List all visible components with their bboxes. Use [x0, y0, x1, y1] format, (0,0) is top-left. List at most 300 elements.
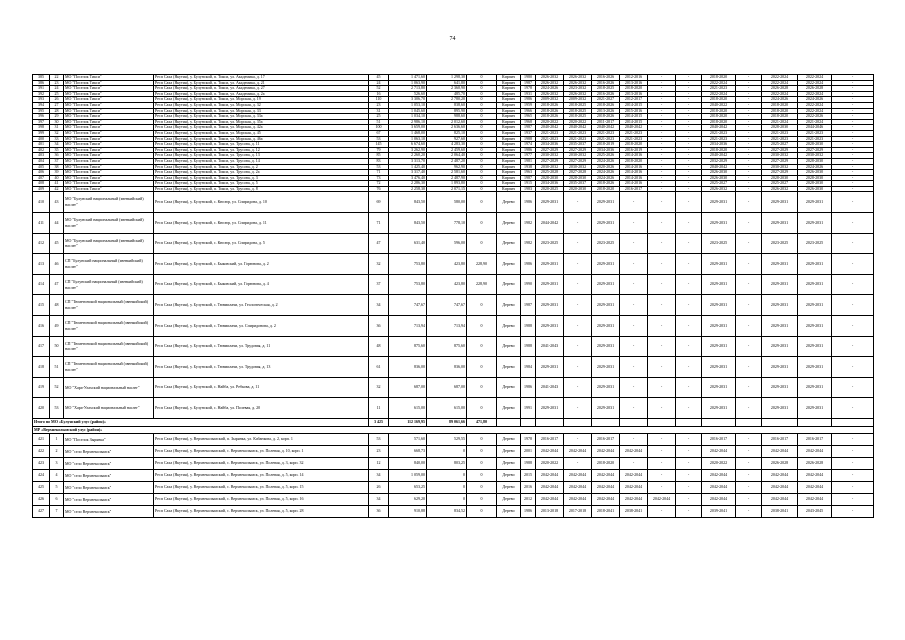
term-4-cell: 2018-2020: [620, 86, 648, 92]
term-7-cell: 2018-2020: [702, 97, 736, 103]
term-4-cell: 2013-2016: [620, 91, 648, 97]
nonliving-area-cell: 0: [467, 108, 497, 114]
term-5-cell: -: [648, 136, 676, 142]
term-5-cell: -: [648, 377, 676, 398]
term-9-cell: 2021-2024: [762, 119, 798, 125]
apartments-cell: 145: [369, 142, 389, 148]
term-6-cell: -: [676, 470, 702, 482]
term-2-cell: -: [564, 213, 592, 234]
wall-material-cell: Дерево: [497, 213, 521, 234]
term-7-cell: 2016-2017: [702, 434, 736, 446]
term-2-cell: 2028-2030: [564, 175, 592, 181]
term-6-cell: -: [676, 482, 702, 494]
row-number-cell: 423: [33, 458, 50, 470]
term-11-cell: -: [832, 482, 874, 494]
row-number-cell: 426: [33, 494, 50, 506]
term-9-cell: 2029-2031: [762, 254, 798, 275]
term-3-cell: 2020-2026: [592, 164, 620, 170]
total-area-cell: 836,00: [389, 357, 427, 378]
local-number-cell: 7: [50, 506, 64, 518]
living-area-cell: 1 298,30: [427, 75, 467, 81]
year-built-cell: 1986: [521, 97, 536, 103]
total-apartments: 3 425: [369, 419, 389, 427]
term-2-cell: 2030-2032: [564, 153, 592, 159]
table-row: [33, 434, 874, 446]
row-number-cell: 413: [33, 254, 50, 275]
nonliving-area-cell: 0: [467, 377, 497, 398]
term-11-cell: -: [832, 434, 874, 446]
municipality-cell: МО "Поселок Тикси": [64, 102, 154, 108]
term-4-cell: -: [620, 398, 648, 419]
term-2-cell: 2018-2025: [564, 108, 592, 114]
term-7-cell: 2042-2044: [702, 482, 736, 494]
term-6-cell: -: [676, 336, 702, 357]
term-9-cell: 2026-2032: [762, 186, 798, 192]
term-2-cell: 2018-2025: [564, 102, 592, 108]
total-area-cell: 840,00: [389, 458, 427, 470]
local-number-cell: 44: [50, 213, 64, 234]
total-area-cell: 910,88: [389, 506, 427, 518]
total-area-cell: 1 468,00: [389, 130, 427, 136]
term-2-cell: 2030-2032: [564, 164, 592, 170]
year-built-cell: 1965: [521, 114, 536, 120]
term-7-cell: 2029-2031: [702, 316, 736, 337]
term-7-cell: 2026-2032: [702, 186, 736, 192]
term-6-cell: -: [676, 357, 702, 378]
living-area-cell: 423,80: [427, 274, 467, 295]
term-9-cell: 2029-2031: [762, 295, 798, 316]
term-6-cell: -: [676, 295, 702, 316]
term-11-cell: -: [832, 119, 874, 125]
year-built-cell: 1959: [521, 102, 536, 108]
term-11-cell: -: [832, 295, 874, 316]
term-9-cell: 2026-2028: [762, 86, 798, 92]
term-1-cell: 2040-2042: [536, 125, 564, 131]
municipality-cell: МО "Поселок Тикси": [64, 91, 154, 97]
term-7-cell: 2029-2031: [702, 377, 736, 398]
local-number-cell: 49: [50, 316, 64, 337]
municipality-cell: МО "Поселок Тикси": [64, 125, 154, 131]
term-9-cell: 2018-2020: [762, 102, 798, 108]
term-8-cell: -: [736, 102, 762, 108]
term-8-cell: -: [736, 147, 762, 153]
term-10-cell: 2022-2024: [798, 91, 832, 97]
term-6-cell: -: [676, 164, 702, 170]
row-number-cell: 393: [33, 97, 50, 103]
local-number-cell: 52: [50, 377, 64, 398]
living-area-cell: 0: [427, 470, 467, 482]
term-2-cell: 2027-2028: [564, 170, 592, 176]
term-2-cell: -: [564, 434, 592, 446]
address-cell: Респ Саха (Якутия), у. Булунский, п. Тикси, ул. Трусова, д. 14: [154, 158, 369, 164]
term-9-cell: 2042-2044: [762, 470, 798, 482]
row-number-cell: 397: [33, 119, 50, 125]
term-10-cell: 2029-2031: [798, 295, 832, 316]
term-3-cell: 2018-2025: [592, 86, 620, 92]
living-area-cell: 687,00: [427, 377, 467, 398]
address-cell: Респ Саха (Якутия), у. Булунский, с. Кюсюр, ул. Спиридона, д. 10: [154, 192, 369, 213]
row-number-cell: 392: [33, 91, 50, 97]
term-9-cell: 2025-2027: [762, 142, 798, 148]
row-number-cell: 420: [33, 398, 50, 419]
wall-material-cell: Кирпич: [497, 91, 521, 97]
term-11-cell: -: [832, 86, 874, 92]
wall-material-cell: Кирпич: [497, 170, 521, 176]
municipality-cell: МО "село Верхнеколымск": [64, 458, 154, 470]
term-2-cell: 2021-2023: [564, 136, 592, 142]
apartments-cell: 100: [369, 125, 389, 131]
term-1-cell: 2020-2025: [536, 186, 564, 192]
address-cell: Респ Саха (Якутия), у. Булунский, п. Тикси, ул. Трусова, д. 3: [154, 175, 369, 181]
term-5-cell: -: [648, 142, 676, 148]
term-5-cell: -: [648, 181, 676, 187]
apartments-cell: 52: [369, 86, 389, 92]
total-area-cell: 1 045,60: [389, 108, 427, 114]
term-4-cell: -: [620, 254, 648, 275]
term-10-cell: 2022-2026: [798, 114, 832, 120]
apartments-cell: 71: [369, 170, 389, 176]
total-area-cell: 653,25: [389, 482, 427, 494]
term-3-cell: 2034-2036: [592, 147, 620, 153]
local-number-cell: 2: [50, 446, 64, 458]
wall-material-cell: Кирпич: [497, 108, 521, 114]
term-6-cell: -: [676, 398, 702, 419]
living-area-cell: 778,10: [427, 213, 467, 234]
nonliving-area-cell: 0: [467, 181, 497, 187]
term-8-cell: -: [736, 357, 762, 378]
address-cell: Респ Саха (Якутия), у. Верхнеколымский, с. Верхнеколымск, ул. Полевая, д. 5, корп. 16: [154, 494, 369, 506]
address-cell: Респ Саха (Якутия), у. Булунский, п. Тикси, ул. Трусова, д. 11: [154, 142, 369, 148]
apartments-cell: 34: [369, 295, 389, 316]
term-9-cell: 2021-2023: [762, 130, 798, 136]
year-built-cell: 1982: [521, 233, 536, 254]
apartments-cell: 61: [369, 357, 389, 378]
term-5-cell: -: [648, 274, 676, 295]
term-2-cell: 2026-2032: [564, 91, 592, 97]
municipality-cell: СП "Тюметинский национальный (эвенкийский) наслег": [64, 357, 154, 378]
term-7-cell: 2029-2031: [702, 357, 736, 378]
term-6-cell: -: [676, 213, 702, 234]
term-10-cell: 2026-2030: [798, 186, 832, 192]
row-number-cell: 409: [33, 186, 50, 192]
term-10-cell: 2029-2031: [798, 213, 832, 234]
term-3-cell: 2042-2044: [592, 446, 620, 458]
term-3-cell: 2018-2026: [592, 102, 620, 108]
living-area-cell: 838,60: [427, 102, 467, 108]
local-number-cell: 35: [50, 147, 64, 153]
term-7-cell: 2029-2031: [702, 295, 736, 316]
living-area-cell: 2 581,60: [427, 170, 467, 176]
row-number-cell: 385: [33, 75, 50, 81]
row-number-cell: 404: [33, 158, 50, 164]
term-4-cell: 2014-2016: [620, 175, 648, 181]
local-number-cell: 33: [50, 136, 64, 142]
nonliving-area-cell: 0: [467, 186, 497, 192]
municipality-cell: МО "Поселок Тикси": [64, 153, 154, 159]
living-area-cell: 4 283,30: [427, 142, 467, 148]
municipality-cell: МО "село Верхнеколымск": [64, 494, 154, 506]
term-10-cell: 2043-2045: [798, 506, 832, 518]
apartments-cell: 24: [369, 80, 389, 86]
living-area-cell: 2 487,90: [427, 175, 467, 181]
total-nonliving-area: 471,80: [467, 419, 497, 427]
term-7-cell: 2029-2031: [702, 192, 736, 213]
term-10-cell: 2029-2031: [798, 336, 832, 357]
local-number-cell: 50: [50, 336, 64, 357]
apartments-cell: 23: [369, 102, 389, 108]
municipality-cell: МО "село Верхнеколымск": [64, 470, 154, 482]
term-4-cell: -: [620, 434, 648, 446]
term-3-cell: 2018-2020: [592, 458, 620, 470]
term-4-cell: 2016-2019: [620, 147, 648, 153]
term-1-cell: 2009-2032: [536, 97, 564, 103]
term-7-cell: 2029-2031: [702, 398, 736, 419]
row-number-cell: 396: [33, 114, 50, 120]
term-6-cell: -: [676, 86, 702, 92]
year-built-cell: 2001: [521, 446, 536, 458]
nonliving-area-cell: 0: [467, 75, 497, 81]
term-10-cell: 2022-2024: [798, 102, 832, 108]
nonliving-area-cell: 0: [467, 164, 497, 170]
row-number-cell: 398: [33, 125, 50, 131]
term-1-cell: 2034-2036: [536, 181, 564, 187]
term-3-cell: 2018-2026: [592, 114, 620, 120]
total-area-cell: 668,73: [389, 446, 427, 458]
total-area-cell: 3 317,40: [389, 170, 427, 176]
term-3-cell: 2024-2026: [592, 158, 620, 164]
term-6-cell: -: [676, 254, 702, 275]
rows-short-group: [33, 75, 874, 192]
term-6-cell: -: [676, 506, 702, 518]
term-11-cell: -: [832, 213, 874, 234]
apartments-cell: 25: [369, 114, 389, 120]
address-cell: Респ Саха (Якутия), у. Булунский, п. Тикси, ул. Морская, д. 46а: [154, 136, 369, 142]
term-1-cell: 2041-2043: [536, 336, 564, 357]
address-cell: Респ Саха (Якутия), у. Булунский, с. Тювмилачи, ул. Трудовая, д. 13: [154, 357, 369, 378]
term-8-cell: -: [736, 186, 762, 192]
term-3-cell: 2029-2031: [592, 316, 620, 337]
term-7-cell: 2025-2027: [702, 181, 736, 187]
term-1-cell: 2025-2028: [536, 170, 564, 176]
term-5-cell: -: [648, 86, 676, 92]
local-number-cell: 47: [50, 274, 64, 295]
term-3-cell: 2040-2042: [592, 125, 620, 131]
nonliving-area-cell: 0: [467, 97, 497, 103]
term-8-cell: -: [736, 97, 762, 103]
term-6-cell: -: [676, 102, 702, 108]
total-label: Итого по МО «Булунский улус (район)»: [33, 419, 369, 427]
row-number-cell: 417: [33, 336, 50, 357]
table-row: [33, 75, 874, 81]
term-5-cell: -: [648, 458, 676, 470]
term-10-cell: 2042-2044: [798, 470, 832, 482]
wall-material-cell: Кирпич: [497, 158, 521, 164]
term-11-cell: -: [832, 80, 874, 86]
table-row: [33, 377, 874, 398]
living-area-cell: 580,00: [427, 192, 467, 213]
term-9-cell: 2018-2020: [762, 114, 798, 120]
living-area-cell: 615,00: [427, 398, 467, 419]
nonliving-area-cell: 0: [467, 136, 497, 142]
local-number-cell: 43: [50, 192, 64, 213]
term-10-cell: 2022-2024: [798, 75, 832, 81]
term-4-cell: 2014-2015: [620, 119, 648, 125]
term-5-cell: -: [648, 114, 676, 120]
term-2-cell: -: [564, 458, 592, 470]
term-7-cell: 2026-2030: [702, 170, 736, 176]
term-11-cell: -: [832, 130, 874, 136]
total-area-cell: 1 034,10: [389, 114, 427, 120]
year-built-cell: 1984: [521, 357, 536, 378]
term-8-cell: -: [736, 181, 762, 187]
term-1-cell: 2021-2023: [536, 130, 564, 136]
term-2-cell: 2020-2030: [564, 186, 592, 192]
term-4-cell: 2018-2020: [620, 142, 648, 148]
term-6-cell: -: [676, 192, 702, 213]
municipality-cell: МО "Поселок Тикси": [64, 97, 154, 103]
living-area-cell: 836,00: [427, 357, 467, 378]
term-11-cell: -: [832, 75, 874, 81]
term-1-cell: 2030-2032: [536, 153, 564, 159]
wall-material-cell: Кирпич: [497, 181, 521, 187]
term-11-cell: -: [832, 147, 874, 153]
row-number-cell: 405: [33, 164, 50, 170]
term-1-cell: 2029-2031: [536, 357, 564, 378]
municipality-cell: СП "Тюметинский национальный (эвенкийский) наслег": [64, 316, 154, 337]
term-1-cell: 2021-2023: [536, 136, 564, 142]
term-1-cell: 2029-2031: [536, 192, 564, 213]
total-area-cell: 1 063,90: [389, 80, 427, 86]
term-8-cell: -: [736, 142, 762, 148]
address-cell: Респ Саха (Якутия), у. Булунский, п. Тикси, ул. Морская, д. 33: [154, 108, 369, 114]
year-built-cell: 1982: [521, 213, 536, 234]
term-3-cell: 2029-2031: [592, 357, 620, 378]
table-row: [33, 181, 874, 187]
row-number-cell: 395: [33, 108, 50, 114]
row-number-cell: 400: [33, 136, 50, 142]
total-area-cell: 1 471,60: [389, 75, 427, 81]
term-5-cell: -: [648, 398, 676, 419]
total-living-area: 89 061,66: [427, 419, 467, 427]
term-7-cell: 2040-2042: [702, 164, 736, 170]
year-built-cell: 1963: [521, 170, 536, 176]
term-3-cell: 2029-2031: [592, 398, 620, 419]
row-number-cell: 402: [33, 147, 50, 153]
term-7-cell: 2018-2020: [702, 108, 736, 114]
table-row: [33, 357, 874, 378]
nonliving-area-cell: 0: [467, 233, 497, 254]
term-8-cell: -: [736, 108, 762, 114]
living-area-cell: 2 064,40: [427, 153, 467, 159]
term-2-cell: -: [564, 274, 592, 295]
term-1-cell: 2018-2026: [536, 102, 564, 108]
term-2-cell: -: [564, 233, 592, 254]
living-area-cell: 596,00: [427, 233, 467, 254]
term-2-cell: 2027-2029: [564, 147, 592, 153]
living-area-cell: 988,60: [427, 114, 467, 120]
wall-material-cell: Кирпич: [497, 119, 521, 125]
year-built-cell: 1981: [521, 158, 536, 164]
term-11-cell: -: [832, 336, 874, 357]
term-3-cell: 2042-2044: [592, 494, 620, 506]
address-cell: Респ Саха (Якутия), у. Булунский, п. Тикси, ул. Морская, д. 33а: [154, 114, 369, 120]
wall-material-cell: Кирпич: [497, 114, 521, 120]
term-6-cell: -: [676, 147, 702, 153]
living-area-cell: 825,10: [427, 130, 467, 136]
term-6-cell: -: [676, 80, 702, 86]
wall-material-cell: Кирпич: [497, 175, 521, 181]
nonliving-area-cell: 0: [467, 147, 497, 153]
row-number-cell: 391: [33, 86, 50, 92]
term-2-cell: 2040-2042: [564, 125, 592, 131]
term-1-cell: 2030-2032: [536, 164, 564, 170]
wall-material-cell: Дерево: [497, 377, 521, 398]
total-area-cell: 687,00: [389, 377, 427, 398]
term-1-cell: 2020-2022: [536, 119, 564, 125]
local-number-cell: 4: [50, 470, 64, 482]
row-number-cell: 427: [33, 506, 50, 518]
term-7-cell: 2022-2024: [702, 80, 736, 86]
total-area-cell: 526,60: [389, 91, 427, 97]
term-10-cell: 2022-2024: [798, 80, 832, 86]
apartments-cell: 73: [369, 175, 389, 181]
term-6-cell: -: [676, 97, 702, 103]
address-cell: Респ Саха (Якутия), у. Верхнеколымский, с. Верхнеколымск, ул. Полевая, д. 5, корп. 14: [154, 470, 369, 482]
term-8-cell: -: [736, 130, 762, 136]
municipality-cell: МО "село Верхнеколымск": [64, 482, 154, 494]
term-9-cell: 2023-2025: [762, 233, 798, 254]
term-8-cell: -: [736, 125, 762, 131]
term-5-cell: -: [648, 119, 676, 125]
apartments-cell: 12: [369, 458, 389, 470]
row-number-cell: 411: [33, 213, 50, 234]
municipality-cell: СП "Булунский национальный (эвенкийский) наслег": [64, 274, 154, 295]
table-row: [33, 295, 874, 316]
term-6-cell: -: [676, 153, 702, 159]
living-area-cell: 2 636,60: [427, 125, 467, 131]
term-6-cell: -: [676, 377, 702, 398]
nonliving-area-cell: 0: [467, 316, 497, 337]
wall-material-cell: Дерево: [497, 446, 521, 458]
term-1-cell: 2026-2032: [536, 91, 564, 97]
municipality-cell: МО "Поселок Тикси": [64, 119, 154, 125]
address-cell: Респ Саха (Якутия), у. Булунский, с. Быковский, ул. Горюнова, д. 4: [154, 274, 369, 295]
table-row: [33, 186, 874, 192]
term-2-cell: 2026-2032: [564, 80, 592, 86]
term-5-cell: -: [648, 147, 676, 153]
address-cell: Респ Саха (Якутия), у. Булунский, п. Тикси, ул. Морская, д. 42а: [154, 125, 369, 131]
term-11-cell: -: [832, 274, 874, 295]
wall-material-cell: Кирпич: [497, 102, 521, 108]
local-number-cell: 42: [50, 186, 64, 192]
municipality-cell: МО "Поселок Тикси": [64, 158, 154, 164]
total-area-cell: 2 260,20: [389, 153, 427, 159]
local-number-cell: 32: [50, 130, 64, 136]
term-11-cell: -: [832, 458, 874, 470]
term-10-cell: 2029-2031: [798, 316, 832, 337]
wall-material-cell: Кирпич: [497, 97, 521, 103]
nonliving-area-cell: 0: [467, 494, 497, 506]
living-area-cell: 927,60: [427, 136, 467, 142]
local-number-cell: 51: [50, 357, 64, 378]
term-7-cell: 2022-2024: [702, 91, 736, 97]
table-row: [33, 274, 874, 295]
term-2-cell: 2042-2044: [564, 494, 592, 506]
term-5-cell: -: [648, 434, 676, 446]
term-4-cell: 2042-2044: [620, 470, 648, 482]
term-9-cell: 2027-2029: [762, 147, 798, 153]
term-5-cell: -: [648, 192, 676, 213]
